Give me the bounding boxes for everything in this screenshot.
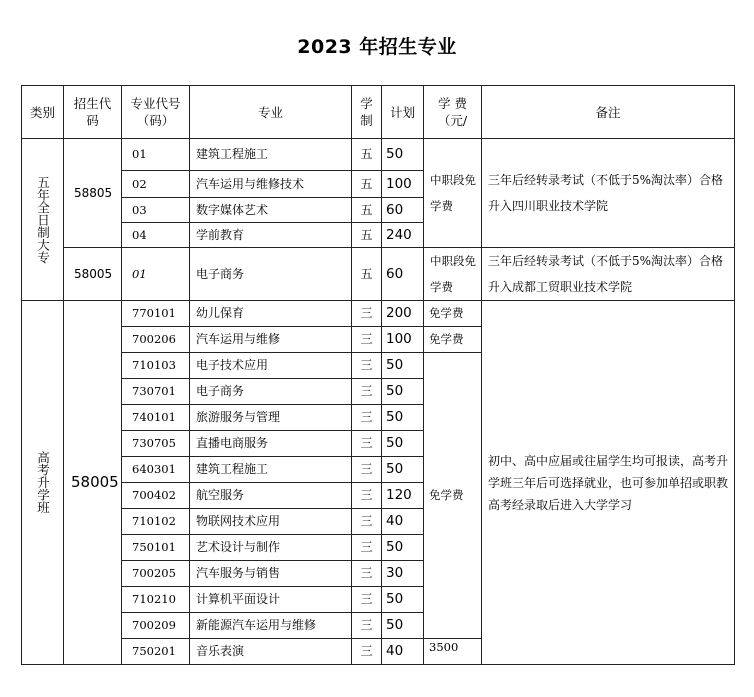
major-code: 01 xyxy=(122,139,190,171)
category-five-year xyxy=(22,139,64,301)
remark: 三年后经转录考试（不低于5%淘汰率）合格升入四川职业技术学院 xyxy=(482,139,735,248)
fee: 免学费 xyxy=(424,353,482,639)
header-duration: 学制 xyxy=(352,86,382,139)
duration: 三 xyxy=(352,457,382,483)
plan: 100 xyxy=(382,327,424,353)
header-major-code: 专业代号（码） xyxy=(122,86,190,139)
plan: 50 xyxy=(382,353,424,379)
major-code: 03 xyxy=(122,198,190,223)
duration: 三 xyxy=(352,509,382,535)
major-code: 730701 xyxy=(122,379,190,405)
major-name: 建筑工程施工 xyxy=(190,139,352,171)
duration: 三 xyxy=(352,405,382,431)
major-code: 750201 xyxy=(122,639,190,665)
major-code: 740101 xyxy=(122,405,190,431)
header-plan: 计划 xyxy=(382,86,424,139)
major-code: 750101 xyxy=(122,535,190,561)
duration: 三 xyxy=(352,639,382,665)
major-name: 幼儿保育 xyxy=(190,301,352,327)
plan: 50 xyxy=(382,457,424,483)
major-code: 710102 xyxy=(122,509,190,535)
duration: 五 xyxy=(352,223,382,248)
table-row xyxy=(22,139,735,171)
plan: 50 xyxy=(382,405,424,431)
major-name: 建筑工程施工 xyxy=(190,457,352,483)
major-name: 直播电商服务 xyxy=(190,431,352,457)
category-gaokao-label: 高考升学班 xyxy=(35,451,51,514)
major-code: 770101 xyxy=(122,301,190,327)
major-name: 航空服务 xyxy=(190,483,352,509)
table-row xyxy=(22,248,735,301)
duration: 五 xyxy=(352,248,382,301)
major-code: 640301 xyxy=(122,457,190,483)
major-name: 计算机平面设计 xyxy=(190,587,352,613)
remark: 三年后经转录考试（不低于5%淘汰率）合格升入成都工贸职业技术学院 xyxy=(482,248,735,301)
school-code: 58805 xyxy=(64,139,122,248)
major-name: 电子技术应用 xyxy=(190,353,352,379)
major-name: 电子商务 xyxy=(190,248,352,301)
plan: 50 xyxy=(382,139,424,171)
major-name: 物联网技术应用 xyxy=(190,509,352,535)
major-name: 学前教育 xyxy=(190,223,352,248)
duration: 三 xyxy=(352,613,382,639)
duration: 五 xyxy=(352,171,382,198)
header-fee: 学 费（元/ xyxy=(424,86,482,139)
major-code: 700402 xyxy=(122,483,190,509)
major-name: 音乐表演 xyxy=(190,639,352,665)
table-row xyxy=(22,301,735,327)
fee: 中职段免学费 xyxy=(424,139,482,248)
header-major: 专业 xyxy=(190,86,352,139)
major-name: 新能源汽车运用与维修 xyxy=(190,613,352,639)
plan: 40 xyxy=(382,509,424,535)
plan: 50 xyxy=(382,613,424,639)
fee-amount: 3500 xyxy=(424,639,482,665)
plan: 200 xyxy=(382,301,424,327)
plan: 50 xyxy=(382,587,424,613)
fee: 免学费 xyxy=(424,301,482,327)
duration: 三 xyxy=(352,327,382,353)
header-remark: 备注 xyxy=(482,86,735,139)
major-code: 01 xyxy=(122,248,190,301)
major-name: 汽车服务与销售 xyxy=(190,561,352,587)
category-gaokao xyxy=(22,301,64,665)
duration: 三 xyxy=(352,587,382,613)
major-code: 700209 xyxy=(122,613,190,639)
major-name: 旅游服务与管理 xyxy=(190,405,352,431)
major-name: 电子商务 xyxy=(190,379,352,405)
page-title: 2023 年招生专业 xyxy=(297,36,457,58)
major-code: 02 xyxy=(122,171,190,198)
major-code: 700206 xyxy=(122,327,190,353)
header-school-code: 招生代码 xyxy=(64,86,122,139)
plan: 40 xyxy=(382,639,424,665)
duration: 三 xyxy=(352,301,382,327)
plan: 100 xyxy=(382,171,424,198)
plan: 60 xyxy=(382,198,424,223)
category-five-year-label: 五年全日制大专 xyxy=(35,175,51,264)
major-code: 04 xyxy=(122,223,190,248)
major-name: 汽车运用与维修 xyxy=(190,327,352,353)
duration: 三 xyxy=(352,431,382,457)
duration: 三 xyxy=(352,353,382,379)
major-code: 710103 xyxy=(122,353,190,379)
school-code: 58005 xyxy=(64,301,122,665)
duration: 三 xyxy=(352,535,382,561)
plan: 120 xyxy=(382,483,424,509)
major-code: 710210 xyxy=(122,587,190,613)
remark: 初中、高中应届或往届学生均可报读，高考升学班三年后可选择就业，也可参加单招或职教高考经录取后进入大学学习 xyxy=(482,301,735,665)
fee: 免学费 xyxy=(424,327,482,353)
major-name: 数字媒体艺术 xyxy=(190,198,352,223)
duration: 五 xyxy=(352,139,382,171)
header-row xyxy=(22,86,735,139)
school-code: 58005 xyxy=(64,248,122,301)
major-code: 730705 xyxy=(122,431,190,457)
major-name: 艺术设计与制作 xyxy=(190,535,352,561)
plan: 50 xyxy=(382,535,424,561)
plan: 50 xyxy=(382,379,424,405)
duration: 三 xyxy=(352,561,382,587)
header-category: 类别 xyxy=(22,86,64,139)
plan: 60 xyxy=(382,248,424,301)
plan: 50 xyxy=(382,431,424,457)
duration: 五 xyxy=(352,198,382,223)
duration: 三 xyxy=(352,483,382,509)
major-code: 700205 xyxy=(122,561,190,587)
fee: 中职段免学费 xyxy=(424,248,482,301)
duration: 三 xyxy=(352,379,382,405)
plan: 240 xyxy=(382,223,424,248)
major-name: 汽车运用与维修技术 xyxy=(190,171,352,198)
plan: 30 xyxy=(382,561,424,587)
enrollment-table xyxy=(21,85,735,665)
